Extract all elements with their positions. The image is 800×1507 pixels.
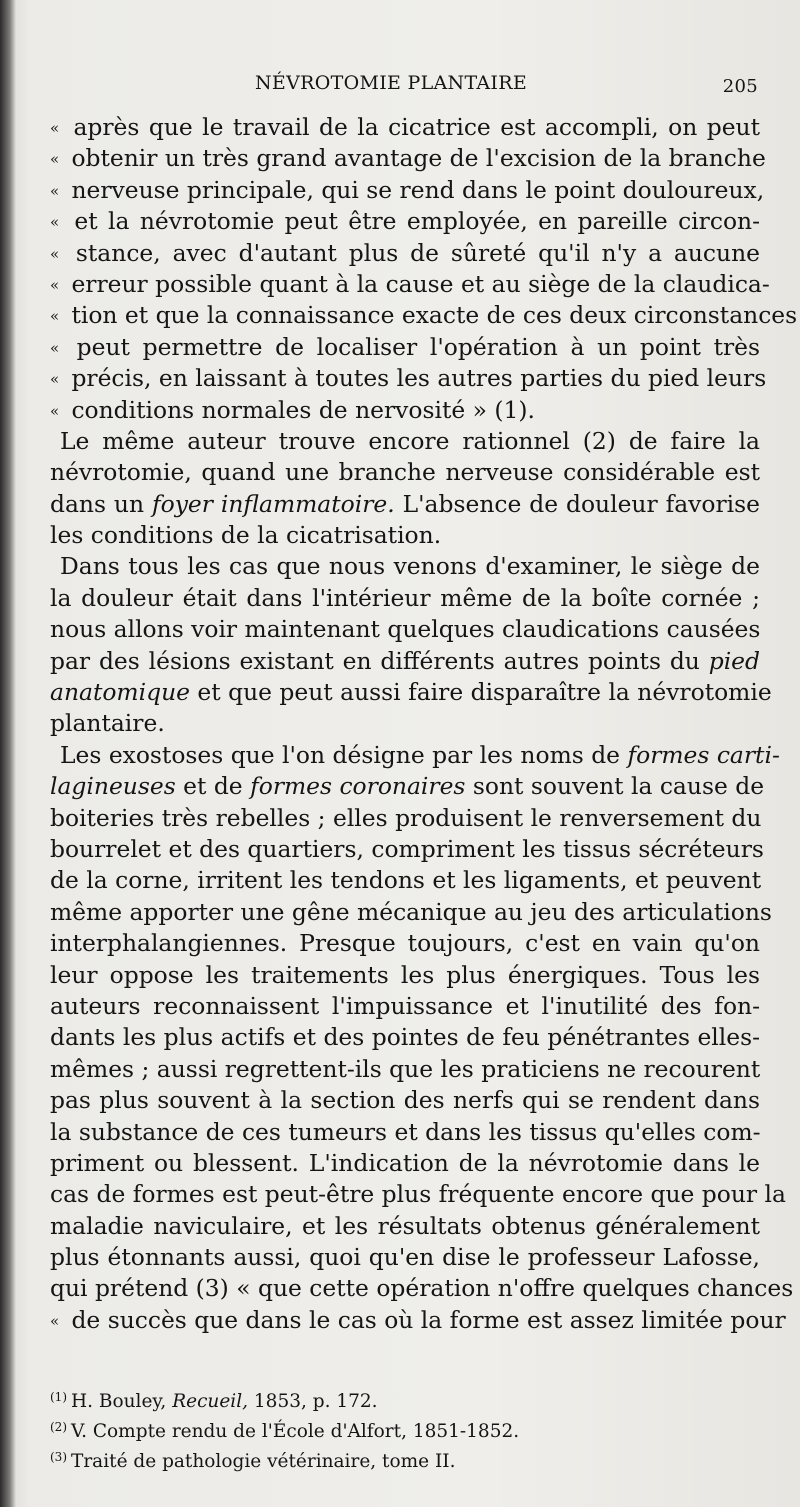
line-text: la douleur était dans l'intérieur même de la boîte cornée ; (50, 583, 760, 612)
text-line (50, 1211, 760, 1242)
line-text: les conditions de la cicatrisation. (50, 521, 442, 550)
text-line (50, 834, 764, 865)
line-text: plantaire. (50, 709, 165, 738)
text-line (50, 1022, 760, 1053)
line-text: sont souvent la cause de (472, 772, 765, 801)
text-line (50, 426, 760, 457)
line-text: auteurs reconnaissent l'impuissance et l'inutilité des fon- (50, 991, 760, 1020)
footnote-number: (1) (50, 1390, 67, 1404)
italic-text: foyer inflammatoire. (151, 489, 395, 518)
italic-text: Recueil, (172, 1391, 249, 1412)
text-line (50, 1148, 760, 1179)
footnote (50, 1445, 750, 1475)
line-text: bourrelet et des quartiers, compriment les tissus sécréteurs (50, 834, 764, 863)
footnote-text: Traité de pathologie vétérinaire, tome II. (71, 1450, 456, 1472)
footnote-number: (3) (50, 1449, 67, 1464)
text-line (50, 1085, 760, 1116)
line-text: Le même auteur trouve encore rationnel (2) de faire la (60, 426, 760, 455)
footnote (50, 1385, 750, 1415)
text-line (50, 395, 760, 426)
footnote-text: 1853, p. 172. (253, 1391, 378, 1412)
line-text: peut permettre de localiser l'opération à un point très (76, 332, 761, 361)
text-line (50, 206, 760, 237)
line-text: L'absence de douleur favorise (402, 489, 760, 518)
quote-mark: « (50, 244, 60, 263)
quote-mark: « (50, 213, 60, 232)
line-text: plus étonnants aussi, quoi qu'en dise le professeur Lafosse, (50, 1243, 760, 1272)
line-text: mêmes ; aussi regrettent-ils que les praticiens ne recourent (50, 1054, 761, 1083)
text-line (50, 803, 760, 834)
line-text: tion et que la connaissance exacte de ces deux circonstances (71, 301, 798, 330)
text-line (50, 897, 772, 928)
footnote (50, 1415, 750, 1445)
line-text: erreur possible quant à la cause et au siège de la claudica- (71, 269, 770, 298)
text-line (50, 928, 760, 959)
line-text: stance, avec d'autant plus de sûreté qu'il n'y a aucune (75, 238, 760, 267)
line-text: de la corne, irritent les tendons et les ligaments, et peuvent (50, 866, 762, 895)
text-line (50, 960, 760, 991)
quote-mark: « (50, 307, 60, 326)
footnote-text: V. Compte rendu de l'École d'Alfort, 1851-1852. (71, 1420, 520, 1442)
quote-mark: « (50, 338, 60, 357)
line-text: même apporter une gêne mécanique au jeu des articulations (50, 897, 772, 926)
line-text: cas de formes est peut-être plus fréquente encore que pour la (50, 1180, 786, 1209)
text-line (50, 175, 765, 206)
text-line (50, 708, 760, 739)
running-title: NÉVROTOMIE PLANTAIRE (255, 72, 527, 94)
text-line (50, 614, 760, 645)
text-line (50, 1179, 786, 1210)
line-text: nerveuse principale, qui se rend dans le point douloureux, (71, 175, 765, 204)
text-line (50, 1273, 794, 1304)
line-text: conditions normales de nervosité » (1). (71, 395, 535, 424)
text-line (50, 332, 760, 363)
line-text: Les exostoses que l'on désigne par les noms de (60, 740, 621, 769)
body-text (50, 112, 798, 1336)
line-text: dants les plus actifs et des pointes de feu pénétrantes elles- (50, 1023, 760, 1052)
text-line (50, 300, 798, 331)
text-line (50, 520, 760, 551)
line-text: interphalangiennes. Presque toujours, c'est en vain qu'on (50, 929, 760, 958)
quote-mark: « (50, 275, 60, 294)
book-spine-shadow (0, 0, 16, 1507)
text-line (50, 551, 760, 582)
line-text: qui prétend (3) « que cette opération n'offre quelques chances (50, 1274, 794, 1303)
line-text: leur oppose les traitements les plus énergiques. Tous les (50, 960, 760, 989)
line-text: et que peut aussi faire disparaître la névrotomie (197, 678, 772, 707)
text-line (50, 269, 770, 300)
text-line (50, 363, 767, 394)
text-line (50, 112, 760, 143)
italic-text: formes coronaires (250, 772, 466, 801)
quote-mark: « (50, 119, 60, 137)
line-text: priment ou blessent. L'indication de la névrotomie dans le (50, 1148, 760, 1177)
text-line (50, 1117, 760, 1148)
page-header (250, 70, 770, 100)
text-line (50, 489, 760, 520)
line-text: précis, en laissant à toutes les autres parties du pied leurs (71, 364, 767, 393)
text-line (50, 677, 772, 708)
text-line (50, 583, 760, 614)
line-text: boiteries très rebelles ; elles produisent le renversement du (50, 803, 762, 832)
line-text: obtenir un très grand avantage de l'excision de la branche (71, 144, 766, 173)
footnote-number: (2) (50, 1419, 67, 1434)
quote-mark: « (50, 401, 60, 420)
line-text: de succès que dans le cas où la forme est assez limitée pour (71, 1305, 786, 1334)
italic-text: formes carti- (627, 740, 780, 769)
line-text: maladie naviculaire, et les résultats obtenus généralement (50, 1211, 760, 1240)
quote-mark: « (50, 1311, 60, 1330)
text-line (50, 1242, 760, 1273)
text-line (50, 143, 766, 174)
line-text: nous allons voir maintenant quelques claudications causées (50, 615, 761, 644)
italic-text: pied (708, 646, 760, 675)
line-text: dans un (50, 489, 145, 518)
footnotes (50, 1385, 750, 1474)
text-line (50, 771, 765, 802)
text-line (50, 991, 760, 1022)
quote-mark: « (50, 370, 60, 389)
italic-text: anatomique (50, 678, 190, 707)
text-line (50, 457, 760, 488)
text-line (50, 1054, 760, 1085)
line-text: la substance de ces tumeurs et dans les tissus qu'elles com- (50, 1117, 761, 1146)
italic-text: lagineuses (50, 772, 176, 801)
line-text: et de (183, 772, 243, 801)
text-line (50, 238, 760, 269)
line-text: et la névrotomie peut être employée, en pareille circon- (74, 207, 760, 236)
quote-mark: « (50, 181, 60, 200)
text-line (50, 865, 760, 896)
quote-mark: « (50, 150, 60, 169)
line-text: Dans tous les cas que nous venons d'examiner, le siège de (60, 552, 760, 581)
line-text: par des lésions existant en différents autres points du (50, 646, 700, 675)
page-number: 205 (722, 76, 758, 97)
text-line (50, 1305, 786, 1336)
line-text: névrotomie, quand une branche nerveuse considérable est (50, 458, 760, 487)
text-line (50, 740, 780, 771)
text-line (50, 646, 760, 677)
line-text: après que le travail de la cicatrice est accompli, on peut (73, 113, 760, 141)
line-text: pas plus souvent à la section des nerfs qui se rendent dans (50, 1086, 760, 1115)
footnote-text: H. Bouley, (71, 1391, 167, 1412)
